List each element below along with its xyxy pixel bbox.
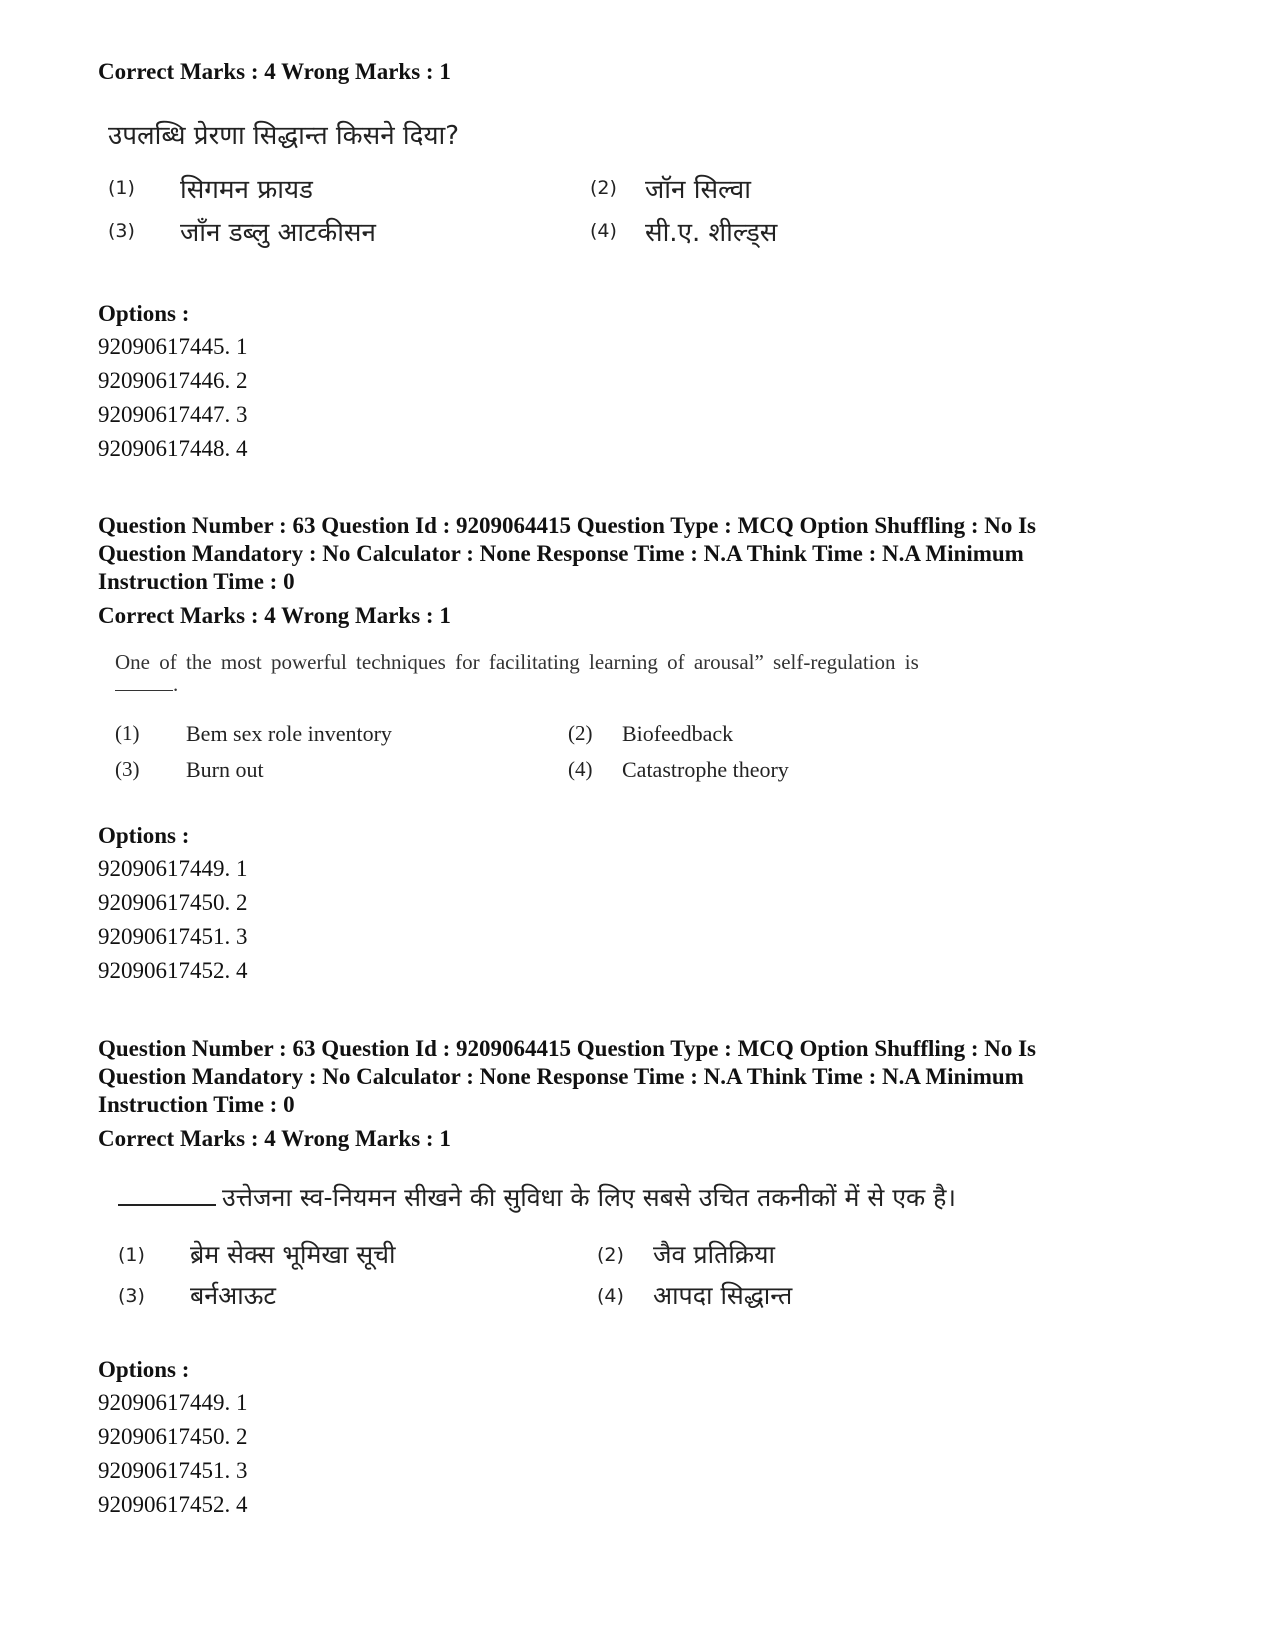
q3-choice-2-text: जैव प्रतिक्रिया <box>653 1240 775 1269</box>
q3-option-2: 92090617450. 2 <box>98 1424 248 1449</box>
q1-choice-1-num: (1) <box>108 177 135 199</box>
q2-option-1: 92090617449. 1 <box>98 856 248 881</box>
q3-option-4: 92090617452. 4 <box>98 1492 248 1517</box>
q3-choice-3-num: (3) <box>118 1285 145 1307</box>
q3-choice-4-text: आपदा सिद्धान्त <box>653 1281 793 1310</box>
q3-choice-3-text: बर्नआऊट <box>190 1281 276 1310</box>
q3-choice-4-num: (4) <box>597 1285 624 1307</box>
q3-question-text: उत्तेजना स्व-नियमन सीखने की सुविधा के लिए सबसे उचित तकनीकों में से एक है। <box>222 1183 956 1212</box>
q2-header-line-3: Instruction Time : 0 <box>98 569 295 594</box>
q3-options-label: Options : <box>98 1357 190 1382</box>
q1-options-list <box>98 330 1138 466</box>
q3-choice-1-text: ब्रेम सेक्स भूमिखा सूची <box>190 1240 396 1269</box>
q1-option-4: 92090617448. 4 <box>98 436 248 461</box>
q3-choice-1-num: (1) <box>118 1244 145 1266</box>
q2-choice-3-num: (3) <box>115 757 140 781</box>
q2-option-3: 92090617451. 3 <box>98 924 248 949</box>
q3-header-line-1: Question Number : 63 Question Id : 9209064415 Question Type : MCQ Option Shuffling : No Is <box>98 1036 1037 1061</box>
q1-choice-3-text: जाँन डब्लु आटकीसन <box>180 218 376 248</box>
q2-option-2: 92090617450. 2 <box>98 890 248 915</box>
q1-question-text: उपलब्धि प्रेरणा सिद्धान्त किसने दिया? <box>108 121 460 151</box>
q1-choice-2-num: (2) <box>590 177 617 199</box>
q3-marks: Correct Marks : 4 Wrong Marks : 1 <box>98 1126 451 1151</box>
q3-question <box>118 1180 956 1214</box>
q2-question-end: . <box>173 672 179 696</box>
answer-blank <box>115 676 173 691</box>
q2-option-4: 92090617452. 4 <box>98 958 248 983</box>
q2-header-line-2: Question Mandatory : No Calculator : None Response Time : N.A Think Time : N.A Minimum <box>98 541 1024 566</box>
q3-choice-2-num: (2) <box>597 1244 624 1266</box>
q2-choice-1-text: Bem sex role inventory <box>186 721 392 746</box>
q2-choice-1-num: (1) <box>115 721 140 745</box>
q3-option-1: 92090617449. 1 <box>98 1390 248 1415</box>
q1-choice-4-num: (4) <box>590 220 617 242</box>
q2-choice-2-text: Biofeedback <box>622 721 734 746</box>
q2-header <box>98 512 1138 596</box>
q3-header-line-3: Instruction Time : 0 <box>98 1092 295 1117</box>
q3-header-line-2: Question Mandatory : No Calculator : None Response Time : N.A Think Time : N.A Minimum <box>98 1064 1024 1089</box>
q1-choice-3-num: (3) <box>108 220 135 242</box>
q1-options-label: Options : <box>98 301 190 326</box>
q1-option-3: 92090617447. 3 <box>98 402 248 427</box>
q3-header <box>98 1035 1138 1119</box>
q2-options-label: Options : <box>98 823 190 848</box>
q1-choice-4-text: सी.ए. शील्ड्स <box>645 218 778 248</box>
q3-options-list <box>98 1386 1138 1522</box>
q2-choice-4-text: Catastrophe theory <box>622 757 789 782</box>
q1-option-2: 92090617446. 2 <box>98 368 248 393</box>
q2-options-list <box>98 852 1138 988</box>
q1-option-1: 92090617445. 1 <box>98 334 248 359</box>
q2-choice-2-num: (2) <box>568 721 593 745</box>
q1-choice-2-text: जॉन सिल्वा <box>645 175 751 205</box>
q3-option-3: 92090617451. 3 <box>98 1458 248 1483</box>
q2-header-line-1: Question Number : 63 Question Id : 9209064415 Question Type : MCQ Option Shuffling : No Is <box>98 513 1037 538</box>
answer-blank <box>118 1186 216 1206</box>
q2-choice-4-num: (4) <box>568 757 593 781</box>
q2-marks: Correct Marks : 4 Wrong Marks : 1 <box>98 603 451 628</box>
q2-question-text: One of the most powerful techniques for facilitating learning of arousal” self-regulation is <box>115 650 919 674</box>
q1-marks: Correct Marks : 4 Wrong Marks : 1 <box>98 59 451 84</box>
q2-question-blank <box>115 672 178 697</box>
q1-choice-1-text: सिगमन फ्रायड <box>180 175 313 205</box>
q2-choice-3-text: Burn out <box>186 757 264 782</box>
